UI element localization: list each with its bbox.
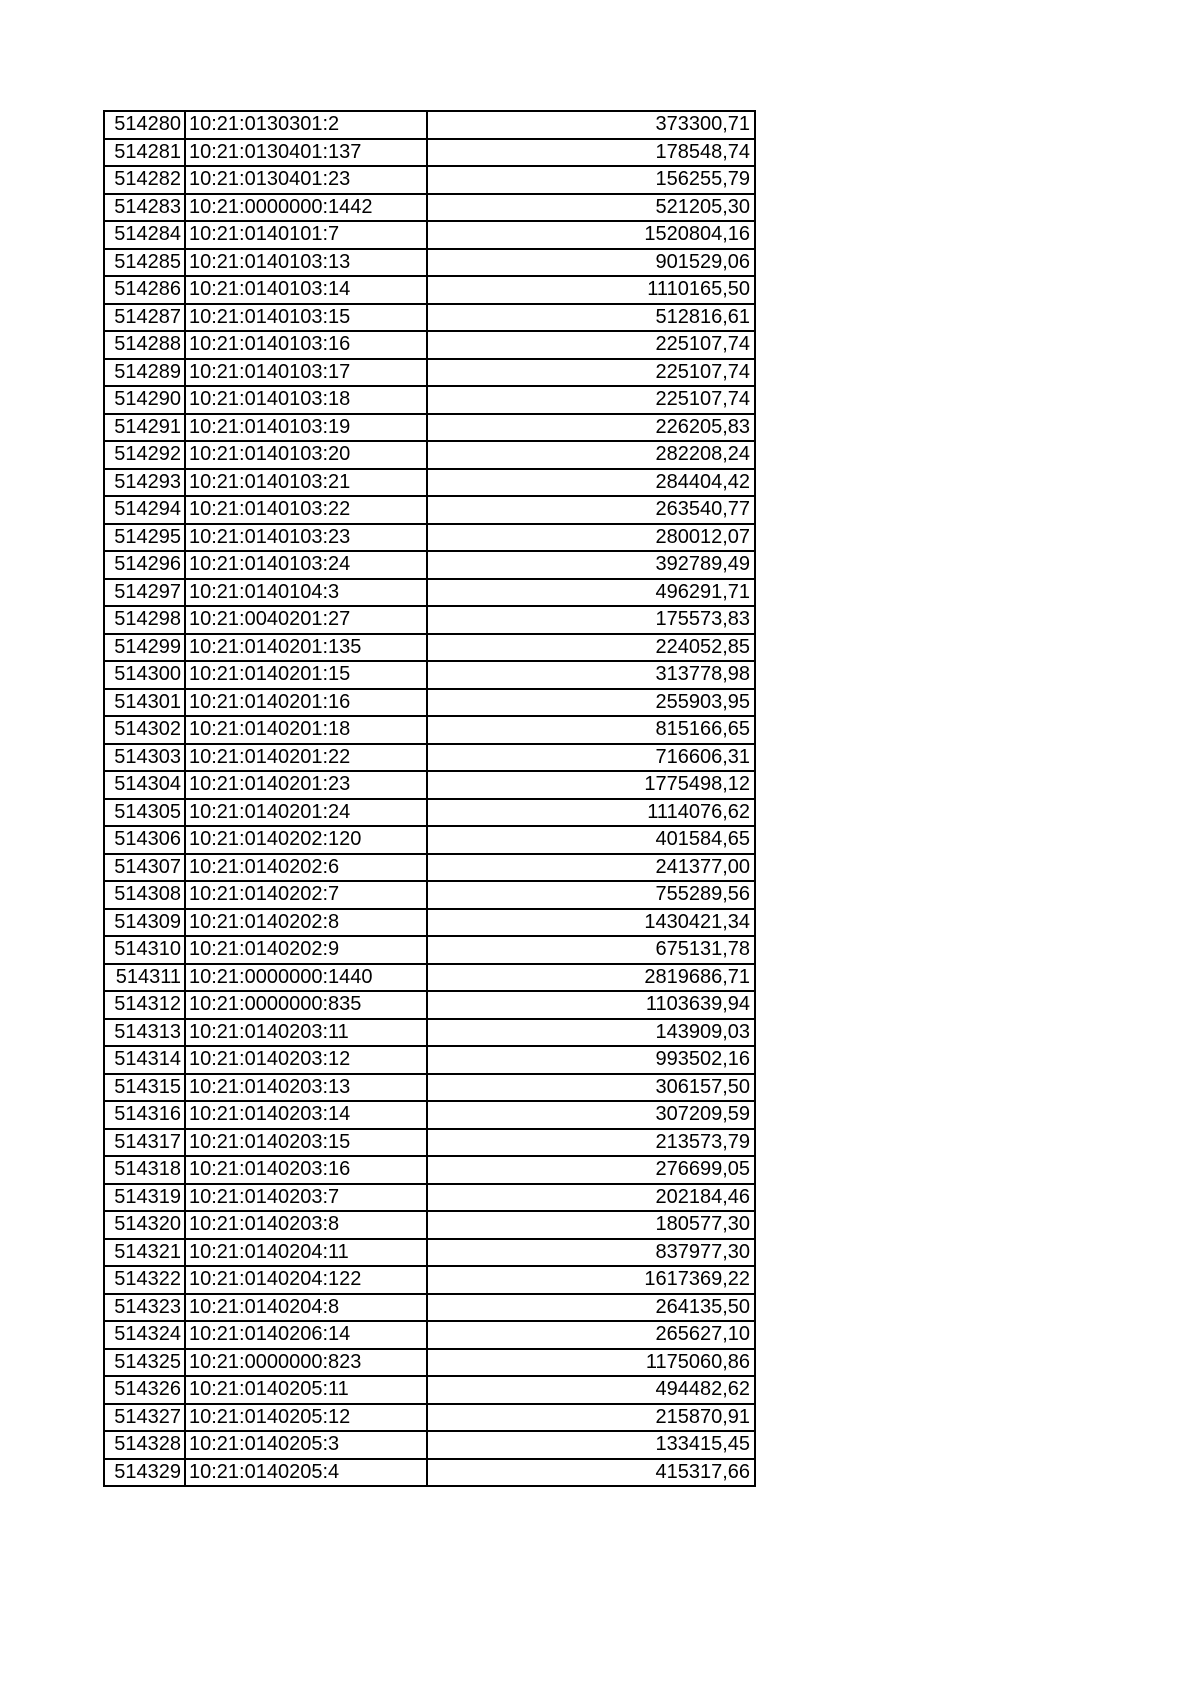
value-cell: 1520804,16 [427, 221, 755, 249]
cadastral-number-cell: 10:21:0140203:11 [185, 1019, 427, 1047]
table-row [104, 606, 755, 634]
cadastral-number-cell: 10:21:0130401:137 [185, 139, 427, 167]
value-cell: 213573,79 [427, 1129, 755, 1157]
cadastral-number-cell: 10:21:0140205:12 [185, 1404, 427, 1432]
value-cell: 373300,71 [427, 111, 755, 139]
row-id-cell: 514321 [104, 1239, 185, 1267]
cadastral-number-cell: 10:21:0140201:15 [185, 661, 427, 689]
table-row [104, 1266, 755, 1294]
value-cell: 1175060,86 [427, 1349, 755, 1377]
cadastral-number-cell: 10:21:0140103:19 [185, 414, 427, 442]
cadastral-number-cell: 10:21:0140203:8 [185, 1211, 427, 1239]
cadastral-number-cell: 10:21:0140202:8 [185, 909, 427, 937]
row-id-cell: 514294 [104, 496, 185, 524]
table-row [104, 304, 755, 332]
table-row [104, 166, 755, 194]
row-id-cell: 514285 [104, 249, 185, 277]
cadastral-number-cell: 10:21:0140206:14 [185, 1321, 427, 1349]
table-row [104, 634, 755, 662]
row-id-cell: 514295 [104, 524, 185, 552]
row-id-cell: 514325 [104, 1349, 185, 1377]
value-cell: 175573,83 [427, 606, 755, 634]
value-cell: 521205,30 [427, 194, 755, 222]
table-body [104, 111, 755, 1486]
table-row [104, 524, 755, 552]
value-cell: 2819686,71 [427, 964, 755, 992]
value-cell: 1110165,50 [427, 276, 755, 304]
value-cell: 392789,49 [427, 551, 755, 579]
row-id-cell: 514283 [104, 194, 185, 222]
cadastral-number-cell: 10:21:0140203:15 [185, 1129, 427, 1157]
value-cell: 716606,31 [427, 744, 755, 772]
cadastral-number-cell: 10:21:0140204:8 [185, 1294, 427, 1322]
cadastral-number-cell: 10:21:0140103:18 [185, 386, 427, 414]
table-row [104, 771, 755, 799]
row-id-cell: 514304 [104, 771, 185, 799]
value-cell: 284404,42 [427, 469, 755, 497]
row-id-cell: 514282 [104, 166, 185, 194]
cadastral-number-cell: 10:21:0000000:1442 [185, 194, 427, 222]
value-cell: 901529,06 [427, 249, 755, 277]
row-id-cell: 514298 [104, 606, 185, 634]
cadastral-number-cell: 10:21:0140203:12 [185, 1046, 427, 1074]
value-cell: 280012,07 [427, 524, 755, 552]
value-cell: 815166,65 [427, 716, 755, 744]
value-cell: 276699,05 [427, 1156, 755, 1184]
row-id-cell: 514281 [104, 139, 185, 167]
table-row [104, 1349, 755, 1377]
table-row [104, 1376, 755, 1404]
value-cell: 225107,74 [427, 386, 755, 414]
cadastral-number-cell: 10:21:0000000:1440 [185, 964, 427, 992]
cadastral-number-cell: 10:21:0040201:27 [185, 606, 427, 634]
table-row [104, 1459, 755, 1487]
cadastral-number-cell: 10:21:0140103:24 [185, 551, 427, 579]
value-cell: 1114076,62 [427, 799, 755, 827]
row-id-cell: 514312 [104, 991, 185, 1019]
cadastral-number-cell: 10:21:0140201:16 [185, 689, 427, 717]
value-cell: 415317,66 [427, 1459, 755, 1487]
value-cell: 1430421,34 [427, 909, 755, 937]
cadastral-number-cell: 10:21:0140103:20 [185, 441, 427, 469]
table-row [104, 1019, 755, 1047]
value-cell: 264135,50 [427, 1294, 755, 1322]
row-id-cell: 514313 [104, 1019, 185, 1047]
cadastral-number-cell: 10:21:0140101:7 [185, 221, 427, 249]
row-id-cell: 514320 [104, 1211, 185, 1239]
table-row [104, 221, 755, 249]
cadastral-number-cell: 10:21:0140205:4 [185, 1459, 427, 1487]
value-cell: 133415,45 [427, 1431, 755, 1459]
cadastral-number-cell: 10:21:0140203:14 [185, 1101, 427, 1129]
cadastral-number-cell: 10:21:0140201:135 [185, 634, 427, 662]
cadastral-number-cell: 10:21:0140205:3 [185, 1431, 427, 1459]
value-cell: 675131,78 [427, 936, 755, 964]
table-row [104, 1184, 755, 1212]
cadastral-number-cell: 10:21:0130401:23 [185, 166, 427, 194]
cadastral-number-cell: 10:21:0140104:3 [185, 579, 427, 607]
row-id-cell: 514326 [104, 1376, 185, 1404]
cadastral-number-cell: 10:21:0140103:22 [185, 496, 427, 524]
value-cell: 755289,56 [427, 881, 755, 909]
row-id-cell: 514322 [104, 1266, 185, 1294]
row-id-cell: 514303 [104, 744, 185, 772]
cadastral-number-cell: 10:21:0140202:120 [185, 826, 427, 854]
row-id-cell: 514293 [104, 469, 185, 497]
value-cell: 307209,59 [427, 1101, 755, 1129]
value-cell: 226205,83 [427, 414, 755, 442]
value-cell: 178548,74 [427, 139, 755, 167]
value-cell: 241377,00 [427, 854, 755, 882]
table-row [104, 1129, 755, 1157]
value-cell: 156255,79 [427, 166, 755, 194]
cadastral-number-cell: 10:21:0140201:24 [185, 799, 427, 827]
table-row [104, 1074, 755, 1102]
table-row [104, 964, 755, 992]
row-id-cell: 514323 [104, 1294, 185, 1322]
cadastral-number-cell: 10:21:0140202:6 [185, 854, 427, 882]
table-row [104, 1431, 755, 1459]
value-cell: 265627,10 [427, 1321, 755, 1349]
cadastral-number-cell: 10:21:0140103:21 [185, 469, 427, 497]
row-id-cell: 514305 [104, 799, 185, 827]
cadastral-number-cell: 10:21:0140103:13 [185, 249, 427, 277]
row-id-cell: 514286 [104, 276, 185, 304]
row-id-cell: 514292 [104, 441, 185, 469]
row-id-cell: 514316 [104, 1101, 185, 1129]
value-cell: 215870,91 [427, 1404, 755, 1432]
table-row [104, 551, 755, 579]
table-row [104, 799, 755, 827]
cadastral-number-cell: 10:21:0140103:23 [185, 524, 427, 552]
table-row [104, 1321, 755, 1349]
row-id-cell: 514317 [104, 1129, 185, 1157]
table-row [104, 909, 755, 937]
value-cell: 993502,16 [427, 1046, 755, 1074]
cadastral-number-cell: 10:21:0140205:11 [185, 1376, 427, 1404]
data-table [103, 110, 756, 1487]
row-id-cell: 514311 [104, 964, 185, 992]
table-row [104, 194, 755, 222]
table-row [104, 1101, 755, 1129]
cadastral-number-cell: 10:21:0140201:18 [185, 716, 427, 744]
row-id-cell: 514290 [104, 386, 185, 414]
row-id-cell: 514287 [104, 304, 185, 332]
row-id-cell: 514309 [104, 909, 185, 937]
row-id-cell: 514302 [104, 716, 185, 744]
row-id-cell: 514306 [104, 826, 185, 854]
table-row [104, 936, 755, 964]
value-cell: 282208,24 [427, 441, 755, 469]
value-cell: 1617369,22 [427, 1266, 755, 1294]
cadastral-number-cell: 10:21:0140202:7 [185, 881, 427, 909]
value-cell: 306157,50 [427, 1074, 755, 1102]
table-row [104, 1404, 755, 1432]
cadastral-number-cell: 10:21:0000000:835 [185, 991, 427, 1019]
table-row [104, 1211, 755, 1239]
row-id-cell: 514288 [104, 331, 185, 359]
table-row [104, 496, 755, 524]
table-row [104, 661, 755, 689]
value-cell: 1103639,94 [427, 991, 755, 1019]
table-row [104, 469, 755, 497]
table-row [104, 249, 755, 277]
table-row [104, 441, 755, 469]
table-row [104, 579, 755, 607]
cadastral-number-cell: 10:21:0140103:15 [185, 304, 427, 332]
table-row [104, 1239, 755, 1267]
cadastral-number-cell: 10:21:0140204:11 [185, 1239, 427, 1267]
table-row [104, 414, 755, 442]
row-id-cell: 514300 [104, 661, 185, 689]
value-cell: 224052,85 [427, 634, 755, 662]
table-row [104, 991, 755, 1019]
table-row [104, 359, 755, 387]
row-id-cell: 514291 [104, 414, 185, 442]
row-id-cell: 514310 [104, 936, 185, 964]
row-id-cell: 514308 [104, 881, 185, 909]
table-row [104, 386, 755, 414]
value-cell: 512816,61 [427, 304, 755, 332]
row-id-cell: 514307 [104, 854, 185, 882]
row-id-cell: 514301 [104, 689, 185, 717]
value-cell: 313778,98 [427, 661, 755, 689]
value-cell: 837977,30 [427, 1239, 755, 1267]
table-row [104, 276, 755, 304]
table-row [104, 1156, 755, 1184]
table-row [104, 139, 755, 167]
row-id-cell: 514319 [104, 1184, 185, 1212]
row-id-cell: 514296 [104, 551, 185, 579]
value-cell: 255903,95 [427, 689, 755, 717]
cadastral-number-cell: 10:21:0130301:2 [185, 111, 427, 139]
cadastral-number-cell: 10:21:0140103:14 [185, 276, 427, 304]
row-id-cell: 514328 [104, 1431, 185, 1459]
table-row [104, 854, 755, 882]
table-row [104, 744, 755, 772]
table-row [104, 881, 755, 909]
row-id-cell: 514299 [104, 634, 185, 662]
cadastral-number-cell: 10:21:0140204:122 [185, 1266, 427, 1294]
table-row [104, 716, 755, 744]
row-id-cell: 514280 [104, 111, 185, 139]
value-cell: 263540,77 [427, 496, 755, 524]
table-row [104, 1294, 755, 1322]
value-cell: 1775498,12 [427, 771, 755, 799]
value-cell: 494482,62 [427, 1376, 755, 1404]
row-id-cell: 514324 [104, 1321, 185, 1349]
row-id-cell: 514289 [104, 359, 185, 387]
value-cell: 225107,74 [427, 331, 755, 359]
value-cell: 180577,30 [427, 1211, 755, 1239]
row-id-cell: 514329 [104, 1459, 185, 1487]
cadastral-number-cell: 10:21:0140203:16 [185, 1156, 427, 1184]
row-id-cell: 514318 [104, 1156, 185, 1184]
value-cell: 496291,71 [427, 579, 755, 607]
cadastral-number-cell: 10:21:0140202:9 [185, 936, 427, 964]
row-id-cell: 514327 [104, 1404, 185, 1432]
cadastral-number-cell: 10:21:0140201:23 [185, 771, 427, 799]
table-row [104, 331, 755, 359]
row-id-cell: 514314 [104, 1046, 185, 1074]
table-row [104, 111, 755, 139]
cadastral-number-cell: 10:21:0000000:823 [185, 1349, 427, 1377]
row-id-cell: 514315 [104, 1074, 185, 1102]
cadastral-number-cell: 10:21:0140201:22 [185, 744, 427, 772]
cadastral-number-cell: 10:21:0140203:7 [185, 1184, 427, 1212]
cadastral-number-cell: 10:21:0140103:17 [185, 359, 427, 387]
value-cell: 143909,03 [427, 1019, 755, 1047]
row-id-cell: 514297 [104, 579, 185, 607]
cadastral-number-cell: 10:21:0140203:13 [185, 1074, 427, 1102]
value-cell: 401584,65 [427, 826, 755, 854]
row-id-cell: 514284 [104, 221, 185, 249]
cadastral-number-cell: 10:21:0140103:16 [185, 331, 427, 359]
value-cell: 225107,74 [427, 359, 755, 387]
value-cell: 202184,46 [427, 1184, 755, 1212]
table-row [104, 826, 755, 854]
table-row [104, 689, 755, 717]
table-row [104, 1046, 755, 1074]
